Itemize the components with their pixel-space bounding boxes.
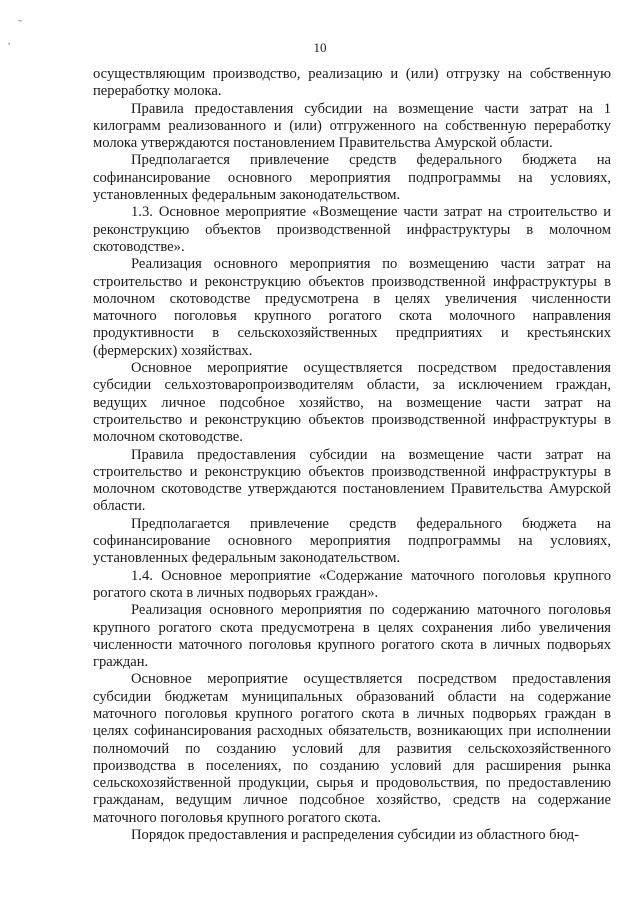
section-heading: 1.3. Основное мероприятие «Возмещение части затрат на строительство и реконструкцию объектов производственной инфраструктуры в молочном скотоводстве». [93, 204, 611, 255]
paragraph: осуществляющим производство, реализацию и (или) отгрузку на собственную переработку молока. [93, 66, 611, 100]
document-body [93, 66, 611, 844]
scan-artifact-mark: ˜ [18, 17, 22, 31]
paragraph: Порядок предоставления и распределения субсидии из областного бюд- [131, 827, 580, 844]
paragraph: Правила предоставления субсидии на возмещение части затрат на 1 килограмм реализованного и (или) отгруженного на собственную переработку молока утверждаются постановлением Правительства Амурской области. [93, 100, 611, 152]
page-number: 10 [313, 40, 327, 55]
paragraph: Основное мероприятие осуществляется посредством предоставления субсидии бюджетам муниципальных образований области на содержание маточного поголовья крупного рогатого скота в личных подворьях граждан в целях софинансирования расходных обязательств, возникающих при исполнении полномочий по созданию условий для развития сельскохозяйственного производства в поселениях, по созданию условий для расширения рынка сельскохозяйственной продукции, сырья и продовольствия, по предоставлению гражданам, ведущим личное подсобное хозяйство, средств на содержание маточного поголовья крупного рогатого скота. [93, 671, 611, 826]
paragraph: Предполагается привлечение средств федерального бюджета на софинансирование основного мероприятия подпрограммы на условиях, установленных федеральным законодательством. [93, 152, 611, 204]
paragraph: Правила предоставления субсидии на возмещение части затрат на строительство и реконструкцию объектов производственной инфраструктуры в молочном скотоводстве утверждаются постановлением Правительства Амурской области. [93, 446, 611, 515]
paragraph: Предполагается привлечение средств федерального бюджета на софинансирование основного мероприятия подпрограммы на условиях, установленных федеральным законодательством. [93, 515, 611, 567]
paragraph: Реализация основного мероприятия по содержанию маточного поголовья крупного рогатого скота предусмотрена в целях сохранения либо увеличения численности маточного поголовья крупного рогатого скота в личных подворьях граждан. [93, 602, 611, 671]
scan-artifact-mark: ' [8, 39, 11, 53]
paragraph: Реализация основного мероприятия по возмещению части затрат на строительство и реконструкцию объектов производственной инфраструктуры в молочном скотоводстве предусмотрена в целях увеличения численности маточного поголовья крупного рогатого скота молочного направления продуктивности в сельскохозяйственных предприятиях и крестьянских (фермерских) хозяйствах. [93, 256, 611, 359]
paragraph: Основное мероприятие осуществляется посредством предоставления субсидии сельхозтоваропроизводителям области, за исключением граждан, ведущих личное подсобное хозяйство, на возмещение части затрат на строительство и реконструкцию объектов производственной инфраструктуры в молочном скотоводстве. [93, 360, 611, 446]
section-heading: 1.4. Основное мероприятие «Содержание маточного поголовья крупного рогатого скота в личных подворьях граждан». [93, 567, 611, 601]
